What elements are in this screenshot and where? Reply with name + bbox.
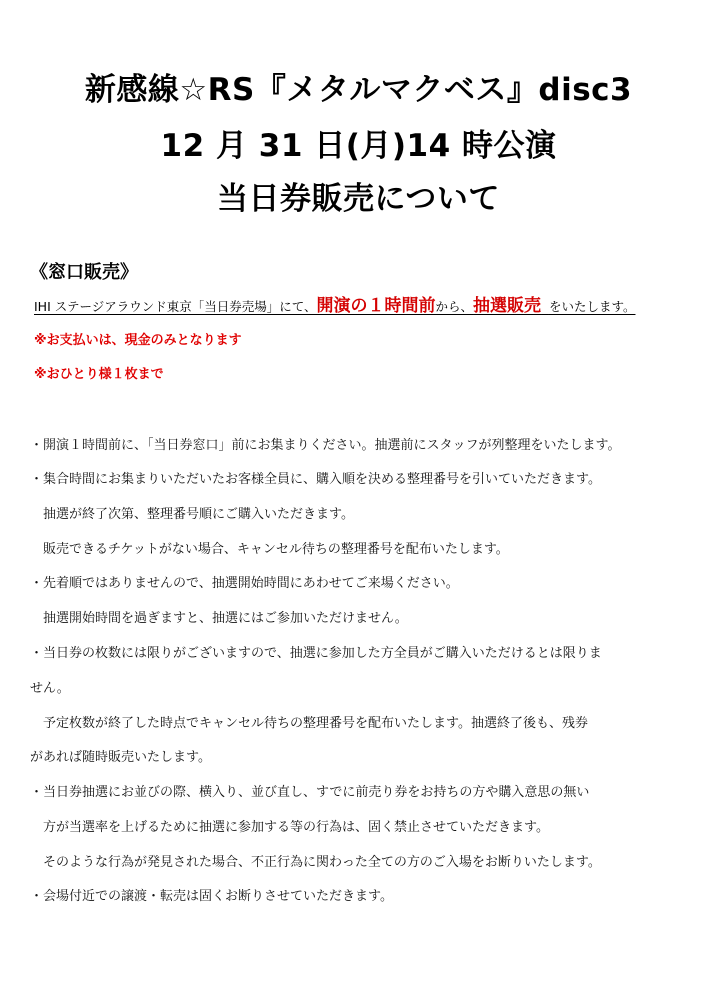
body-line: そのような行為が発見された場合、不正行為に関わった全ての方のご入場をお断りいたします。: [30, 855, 601, 870]
body-line: があれば随時販売いたします。: [30, 750, 211, 765]
page-heading: 当日券販売について: [217, 181, 500, 217]
performance-date: 12 月 31 日(月)14 時公演: [160, 128, 557, 164]
announce-part2: から、: [435, 299, 474, 314]
limit-note: ※おひとり様１枚まで: [34, 367, 164, 382]
body-line: せん。: [30, 681, 70, 696]
body-line: 方が当選率を上げるために抽選に参加する等の行為は、固く禁止させていただきます。: [30, 820, 549, 835]
announce-part3: をいたします。: [548, 299, 636, 314]
body-line: ・当日券抽選にお並びの際、横入り、並び直し、すでに前売り券をお持ちの方や購入意思の無い: [30, 785, 590, 800]
body-line: ・当日券の枚数には限りがございますので、抽選に参加した方全員がご購入いただけるとは限りま: [30, 646, 602, 661]
body-line: 抽選開始時間を過ぎますと、抽選にはご参加いただけません。: [30, 611, 408, 626]
event-title: 新感線☆RS『メタルマクベス』disc3: [84, 72, 633, 108]
announce-part1: IHI ステージアラウンド東京「当日券売場」にて、: [34, 299, 317, 314]
sales-announcement: [34, 291, 635, 316]
announce-emphasis-time: 開演の１時間前: [316, 296, 436, 316]
body-line: ・会場付近での譲渡・転売は固くお断りさせていただきます。: [30, 889, 393, 904]
body-line: ・先着順ではありませんので、抽選開始時間にあわせてご来場ください。: [30, 576, 459, 591]
body-line: 販売できるチケットがない場合、キャンセル待ちの整理番号を配布いたします。: [30, 542, 509, 557]
body-line: ・集合時間にお集まりいただいたお客様全員に、購入順を決める整理番号を引いていただきます。: [30, 472, 601, 487]
body-line: ・開演１時間前に、「当日券窓口」前にお集まりください。抽選前にスタッフが列整理をいたします。: [30, 438, 621, 453]
body-line: 予定枚数が終了した時点でキャンセル待ちの整理番号を配布いたします。抽選終了後も、残券: [30, 716, 588, 731]
body-line: 抽選が終了次第、整理番号順にご購入いただきます。: [30, 507, 354, 522]
payment-note: ※お支払いは、現金のみとなります: [34, 333, 242, 348]
section-heading: 《窓口販売》: [30, 262, 138, 283]
announce-emphasis-lottery: 抽選販売: [473, 296, 542, 316]
